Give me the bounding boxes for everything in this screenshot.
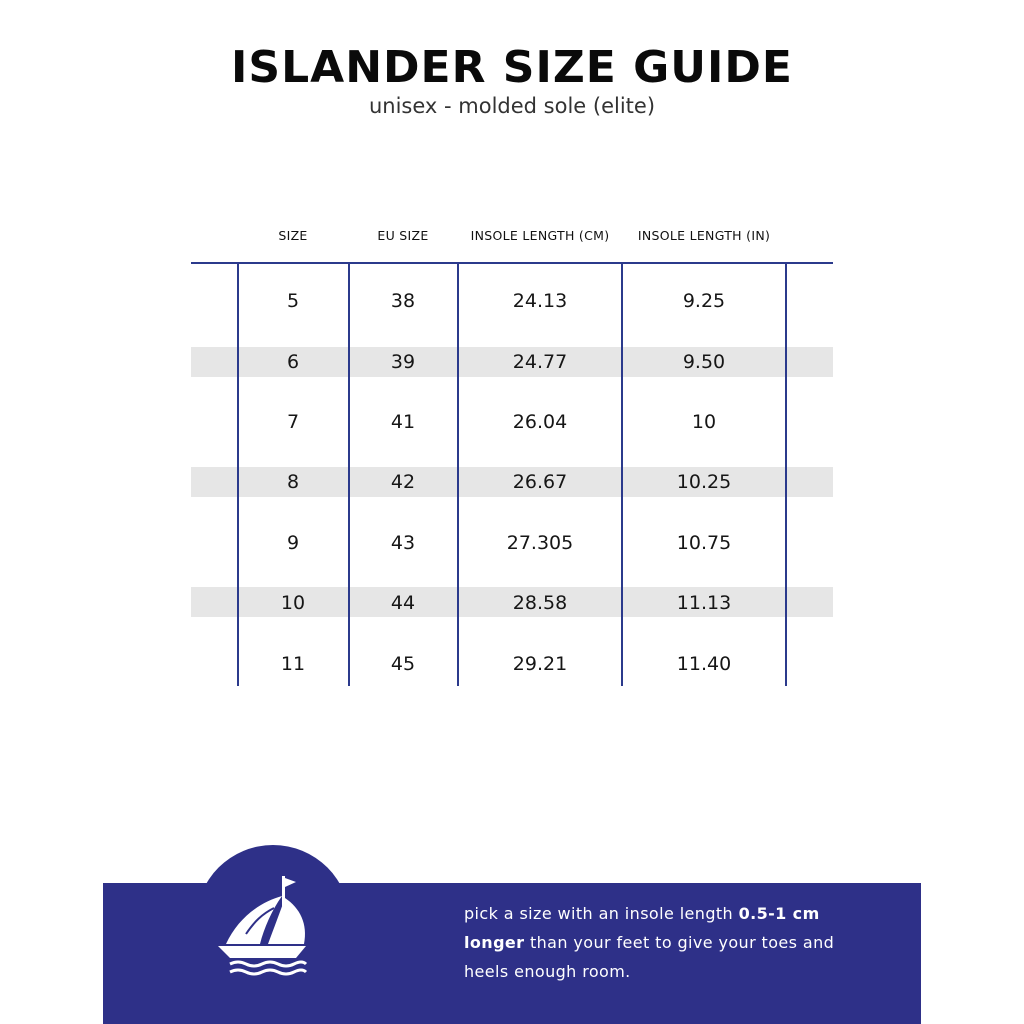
tip-text-rest: than your feet to give your toes and heels enough room. [464,933,835,981]
table-row [191,347,833,377]
cell-size: 11 [280,653,306,675]
column-header-size: SIZE [278,228,308,243]
cell-eu-size: 41 [390,411,416,433]
cell-size: 10 [280,592,306,614]
table-row [191,588,833,618]
cell-insole-in: 11.13 [676,592,732,614]
cell-eu-size: 45 [390,653,416,675]
page-subtitle: unisex - molded sole (elite) [368,94,656,118]
cell-eu-size: 44 [390,592,416,614]
cell-insole-in: 10 [691,411,717,433]
tip-emphasis-longer: longer [464,933,525,952]
cell-insole-cm: 27.305 [506,532,574,554]
cell-eu-size: 38 [390,290,416,312]
cell-insole-in: 10.25 [676,471,732,493]
column-header-insole-in: INSOLE LENGTH (IN) [637,228,771,243]
cell-insole-in: 9.25 [682,290,726,312]
cell-insole-in: 10.75 [676,532,732,554]
table-row [191,649,833,679]
cell-insole-in: 9.50 [682,351,726,373]
cell-eu-size: 39 [390,351,416,373]
cell-insole-cm: 29.21 [512,653,568,675]
cell-insole-cm: 28.58 [512,592,568,614]
sailboat-icon [216,874,308,978]
size-table [191,220,833,690]
tip-text: pick a size with an insole length [464,904,739,923]
table-top-rule [191,262,833,264]
cell-size: 5 [286,290,300,312]
cell-eu-size: 42 [390,471,416,493]
tip-emphasis-range: 0.5-1 cm [738,904,820,923]
cell-insole-cm: 26.04 [512,411,568,433]
sizing-tip [464,899,864,986]
cell-size: 6 [286,351,300,373]
cell-insole-cm: 24.77 [512,351,568,373]
column-header-insole-cm: INSOLE LENGTH (CM) [470,228,610,243]
cell-size: 8 [286,471,300,493]
cell-insole-cm: 26.67 [512,471,568,493]
cell-size: 9 [286,532,300,554]
cell-size: 7 [286,411,300,433]
page-title: ISLANDER SIZE GUIDE [231,42,793,93]
column-header-eu-size: EU SIZE [377,228,429,243]
table-row [191,467,833,497]
cell-insole-in: 11.40 [676,653,732,675]
cell-insole-cm: 24.13 [512,290,568,312]
cell-eu-size: 43 [390,532,416,554]
table-row [191,407,833,437]
table-row [191,528,833,558]
table-row [191,286,833,316]
